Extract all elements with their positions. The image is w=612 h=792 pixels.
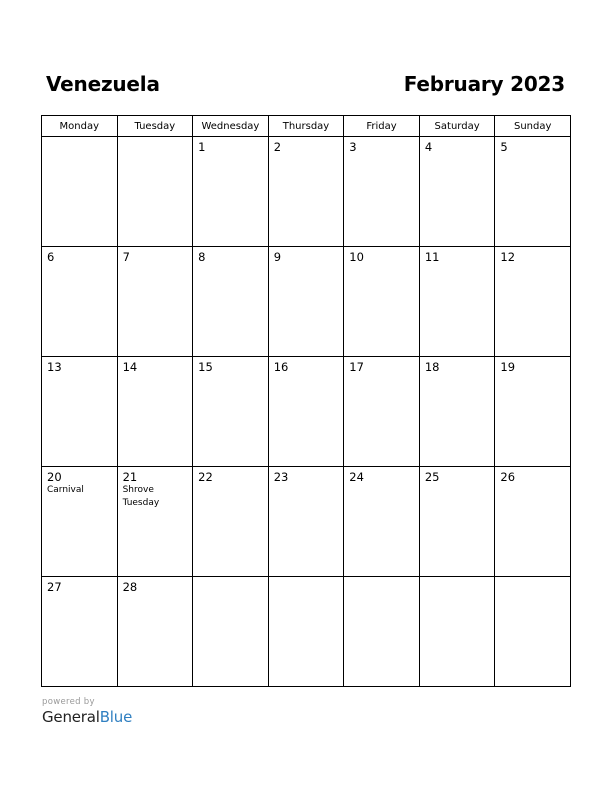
day-number: 6 [47,250,55,264]
weekday-header: Wednesday [193,116,269,137]
brand-general-text: General [42,708,100,726]
weekday-header: Thursday [268,116,344,137]
day-number: 25 [424,470,440,484]
day-number [118,137,193,140]
day-cell [495,357,571,467]
day-cell [419,467,495,577]
day-number: 10 [349,250,364,264]
day-cell [193,467,269,577]
day-number: 7 [122,250,130,264]
weekday-header: Sunday [495,116,571,137]
day-cell [117,467,193,577]
day-cell [419,247,495,357]
day-number: 16 [273,360,289,374]
week-row [42,137,571,247]
day-number: 4 [424,140,433,154]
day-cell [268,467,344,577]
brand-blue-text: Blue [99,708,133,726]
day-cell [117,577,193,687]
day-number: 22 [198,470,213,484]
day-cell [117,247,193,357]
day-number: 20 [47,470,62,484]
weekday-header: Tuesday [117,116,193,137]
day-number: 11 [424,250,440,264]
day-number: 9 [273,250,282,264]
day-cell [419,137,495,247]
day-cell [117,137,193,247]
weekday-header: Saturday [419,116,495,137]
week-row [42,577,571,687]
day-number: 5 [500,140,508,154]
day-cell [193,137,269,247]
day-number: 13 [47,360,62,374]
day-cell [42,137,118,247]
month-title: February 2023 [403,72,565,96]
footer-branding [42,697,132,727]
day-number: 19 [500,360,516,374]
day-cell [495,467,571,577]
day-cell [268,577,344,687]
day-number: 24 [349,470,364,484]
day-number [193,577,268,580]
day-number: 12 [500,250,516,264]
day-number: 3 [349,140,357,154]
weekday-header-row [42,116,571,137]
week-row [42,467,571,577]
day-cell [42,467,118,577]
weekday-header: Monday [42,116,118,137]
day-cell [193,247,269,357]
day-cell [344,247,420,357]
weekday-header: Friday [344,116,420,137]
week-row [42,357,571,467]
day-cell [117,357,193,467]
day-number: 27 [47,580,62,594]
day-number: 17 [349,360,364,374]
day-cell [268,357,344,467]
day-cell [344,357,420,467]
day-cell [495,247,571,357]
day-cell [193,577,269,687]
day-cell [495,577,571,687]
day-cell [268,137,344,247]
day-number: 23 [273,470,289,484]
day-number: 1 [198,140,206,154]
calendar-grid [41,115,571,687]
day-number [269,577,344,580]
day-number [495,577,570,580]
holiday-label: Shrove Tuesday [122,485,160,508]
day-number [344,577,419,580]
day-number [420,577,495,580]
week-row [42,247,571,357]
day-number: 18 [424,360,440,374]
day-number: 21 [122,470,138,484]
day-cell [42,357,118,467]
day-number: 28 [122,580,138,594]
day-number: 2 [273,140,282,154]
day-cell [419,577,495,687]
day-cell [193,357,269,467]
day-cell [42,247,118,357]
day-cell [344,137,420,247]
country-title: Venezuela [46,72,160,96]
day-cell [419,357,495,467]
powered-by-label: powered by [42,697,95,707]
day-number: 8 [198,250,206,264]
generalblue-logo[interactable] [42,707,132,727]
day-number [42,137,117,140]
day-number: 26 [500,470,516,484]
day-cell [268,247,344,357]
day-cell [344,577,420,687]
day-cell [344,467,420,577]
holiday-label: Carnival [47,485,84,495]
day-number: 15 [198,360,213,374]
day-cell [495,137,571,247]
day-number: 14 [122,360,138,374]
day-cell [42,577,118,687]
